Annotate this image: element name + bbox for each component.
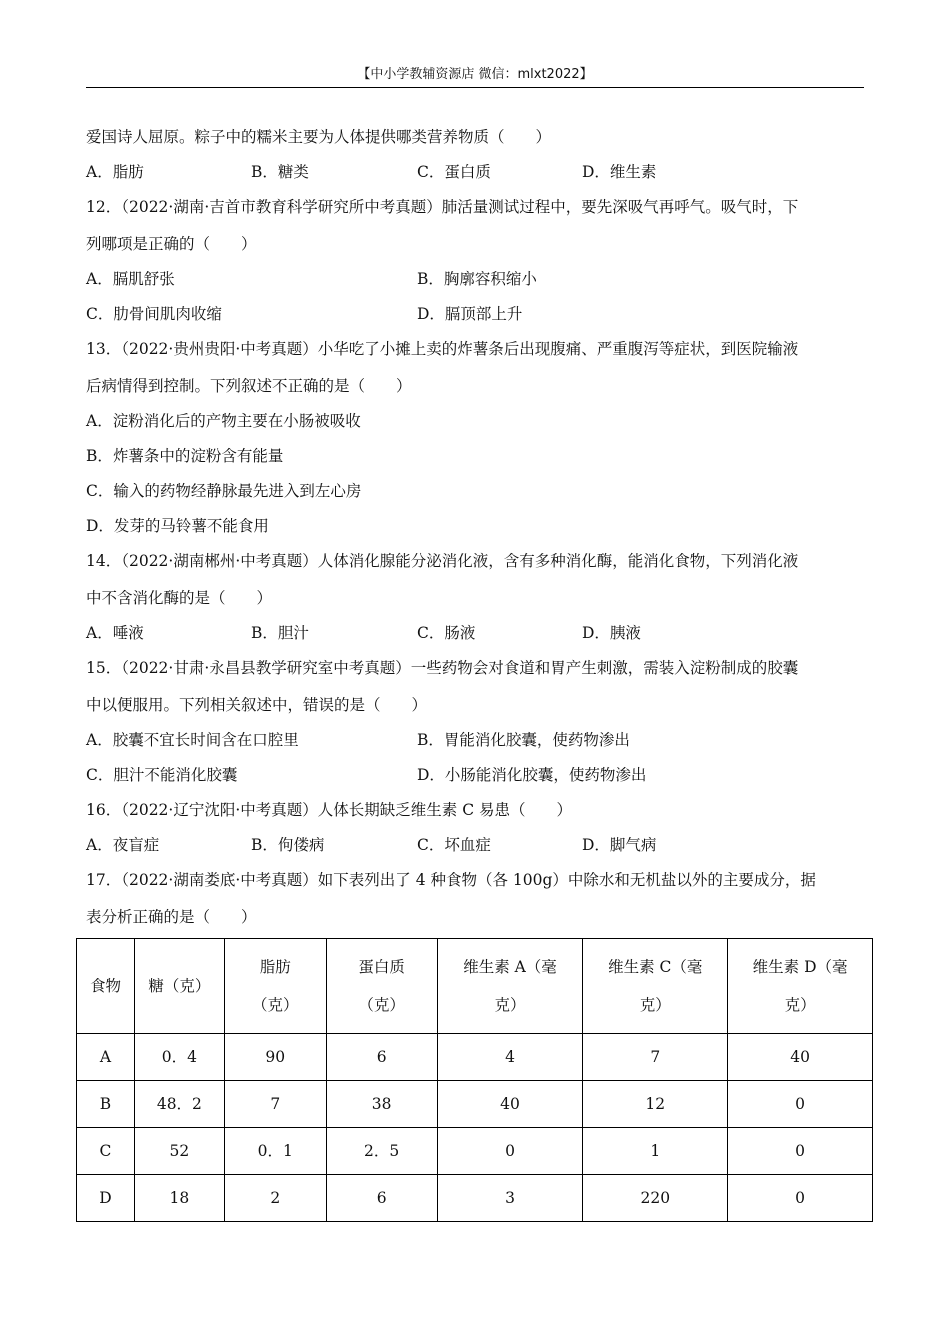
q14-option-d[interactable]: D．胰液 [582,624,641,642]
q12-stem-line2: 列哪项是正确的（ ） [86,235,257,253]
table-cell: 6 [326,1034,437,1081]
table-cell: 40 [728,1034,873,1081]
table-header-cell: 维生素 D（毫 克） [728,939,873,1034]
table-cell: 0．1 [224,1128,326,1175]
table-cell: 48．2 [134,1081,224,1128]
table-cell: 0 [728,1081,873,1128]
table-cell: 2 [224,1175,326,1222]
table-row [77,1175,873,1222]
q14-option-a[interactable]: A．唾液 [86,624,144,642]
table-cell: 0 [728,1175,873,1222]
q13-option-b[interactable]: B．炸薯条中的淀粉含有能量 [86,447,284,465]
table-header-cell: 食物 [77,939,135,1034]
q16-stem: 16．（2022·辽宁沈阳·中考真题）人体长期缺乏维生素 C 易患（ ） [86,801,572,819]
q15-option-b[interactable]: B．胃能消化胶囊，使药物渗出 [417,731,630,749]
q16-option-c[interactable]: C．坏血症 [417,836,491,854]
table-header-cell: 蛋白质 （克） [326,939,437,1034]
q15-stem-line1: 15．（2022·甘肃·永昌县教学研究室中考真题）一些药物会对食道和胃产生刺激，需装入淀粉制成的胶囊 [86,659,799,677]
q16-option-d[interactable]: D．脚气病 [582,836,657,854]
q12-option-b[interactable]: B．胸廓容积缩小 [417,270,537,288]
table-cell: 3 [437,1175,583,1222]
q14-stem-line1: 14．（2022·湖南郴州·中考真题）人体消化腺能分泌消化液，含有多种消化酶，能消化食物，下列消化液 [86,552,799,570]
q12-option-a[interactable]: A．膈肌舒张 [86,270,175,288]
table-row [77,1128,873,1175]
table-cell: 90 [224,1034,326,1081]
q13-stem-line1: 13．（2022·贵州贵阳·中考真题）小华吃了小摊上卖的炸薯条后出现腹痛、严重腹泻等症状，到医院输液 [86,340,799,358]
q16-option-a[interactable]: A．夜盲症 [86,836,160,854]
table-cell: 18 [134,1175,224,1222]
q13-option-a[interactable]: A．淀粉消化后的产物主要在小肠被吸收 [86,412,361,430]
food-nutrition-table [76,938,873,1222]
q15-stem-line2: 中以便服用。下列相关叙述中，错误的是（ ） [86,696,428,714]
table-cell: 7 [224,1081,326,1128]
table-cell: C [77,1128,135,1175]
table-cell: D [77,1175,135,1222]
table-header-cell: 维生素 C（毫 克） [583,939,728,1034]
q11-option-b[interactable]: B．糖类 [251,163,309,181]
q12-stem-line1: 12．（2022·湖南·吉首市教育科学研究所中考真题）肺活量测试过程中，要先深吸气再呼气。吸气时，下 [86,198,799,216]
table-cell: 6 [326,1175,437,1222]
q15-option-a[interactable]: A．胶囊不宜长时间含在口腔里 [86,731,299,749]
q13-option-c[interactable]: C．输入的药物经静脉最先进入到左心房 [86,482,362,500]
page-header: 【中小学教辅资源店 微信：mlxt2022】 [357,67,593,82]
table-header-cell: 糖（克） [134,939,224,1034]
q14-option-c[interactable]: C．肠液 [417,624,476,642]
q11-option-d[interactable]: D．维生素 [582,163,657,181]
q12-option-c[interactable]: C．肋骨间肌肉收缩 [86,305,222,323]
table-cell: B [77,1081,135,1128]
table-cell: 7 [583,1034,728,1081]
table-cell: 52 [134,1128,224,1175]
q11-stem: 爱国诗人屈原。粽子中的糯米主要为人体提供哪类营养物质（ ） [86,128,552,146]
table-cell: 1 [583,1128,728,1175]
table-cell: 220 [583,1175,728,1222]
table-cell: 38 [326,1081,437,1128]
q11-option-c[interactable]: C．蛋白质 [417,163,491,181]
q17-stem-line1: 17．（2022·湖南娄底·中考真题）如下表列出了 4 种食物（各 100g）中除水和无机盐以外的主要成分，据 [86,871,816,889]
table-header-cell: 脂肪 （克） [224,939,326,1034]
q14-option-b[interactable]: B．胆汁 [251,624,309,642]
q11-option-a[interactable]: A．脂肪 [86,163,144,181]
q16-option-b[interactable]: B．佝偻病 [251,836,325,854]
table-cell: 0 [437,1128,583,1175]
q13-option-d[interactable]: D．发芽的马铃薯不能食用 [86,517,269,535]
table-cell: A [77,1034,135,1081]
q13-stem-line2: 后病情得到控制。下列叙述不正确的是（ ） [86,377,412,395]
q15-option-d[interactable]: D．小肠能消化胶囊，使药物渗出 [417,766,647,784]
table-row [77,1081,873,1128]
table-cell: 40 [437,1081,583,1128]
table-cell: 0 [728,1128,873,1175]
table-cell: 2．5 [326,1128,437,1175]
q14-stem-line2: 中不含消化酶的是（ ） [86,589,273,607]
q15-option-c[interactable]: C．胆汁不能消化胶囊 [86,766,238,784]
q17-stem-line2: 表分析正确的是（ ） [86,908,257,926]
table-cell: 4 [437,1034,583,1081]
header-divider [86,87,864,88]
q12-option-d[interactable]: D．膈顶部上升 [417,305,523,323]
table-cell: 12 [583,1081,728,1128]
table-row [77,1034,873,1081]
table-cell: 0．4 [134,1034,224,1081]
table-header-row [77,939,873,1034]
table-header-cell: 维生素 A（毫 克） [437,939,583,1034]
